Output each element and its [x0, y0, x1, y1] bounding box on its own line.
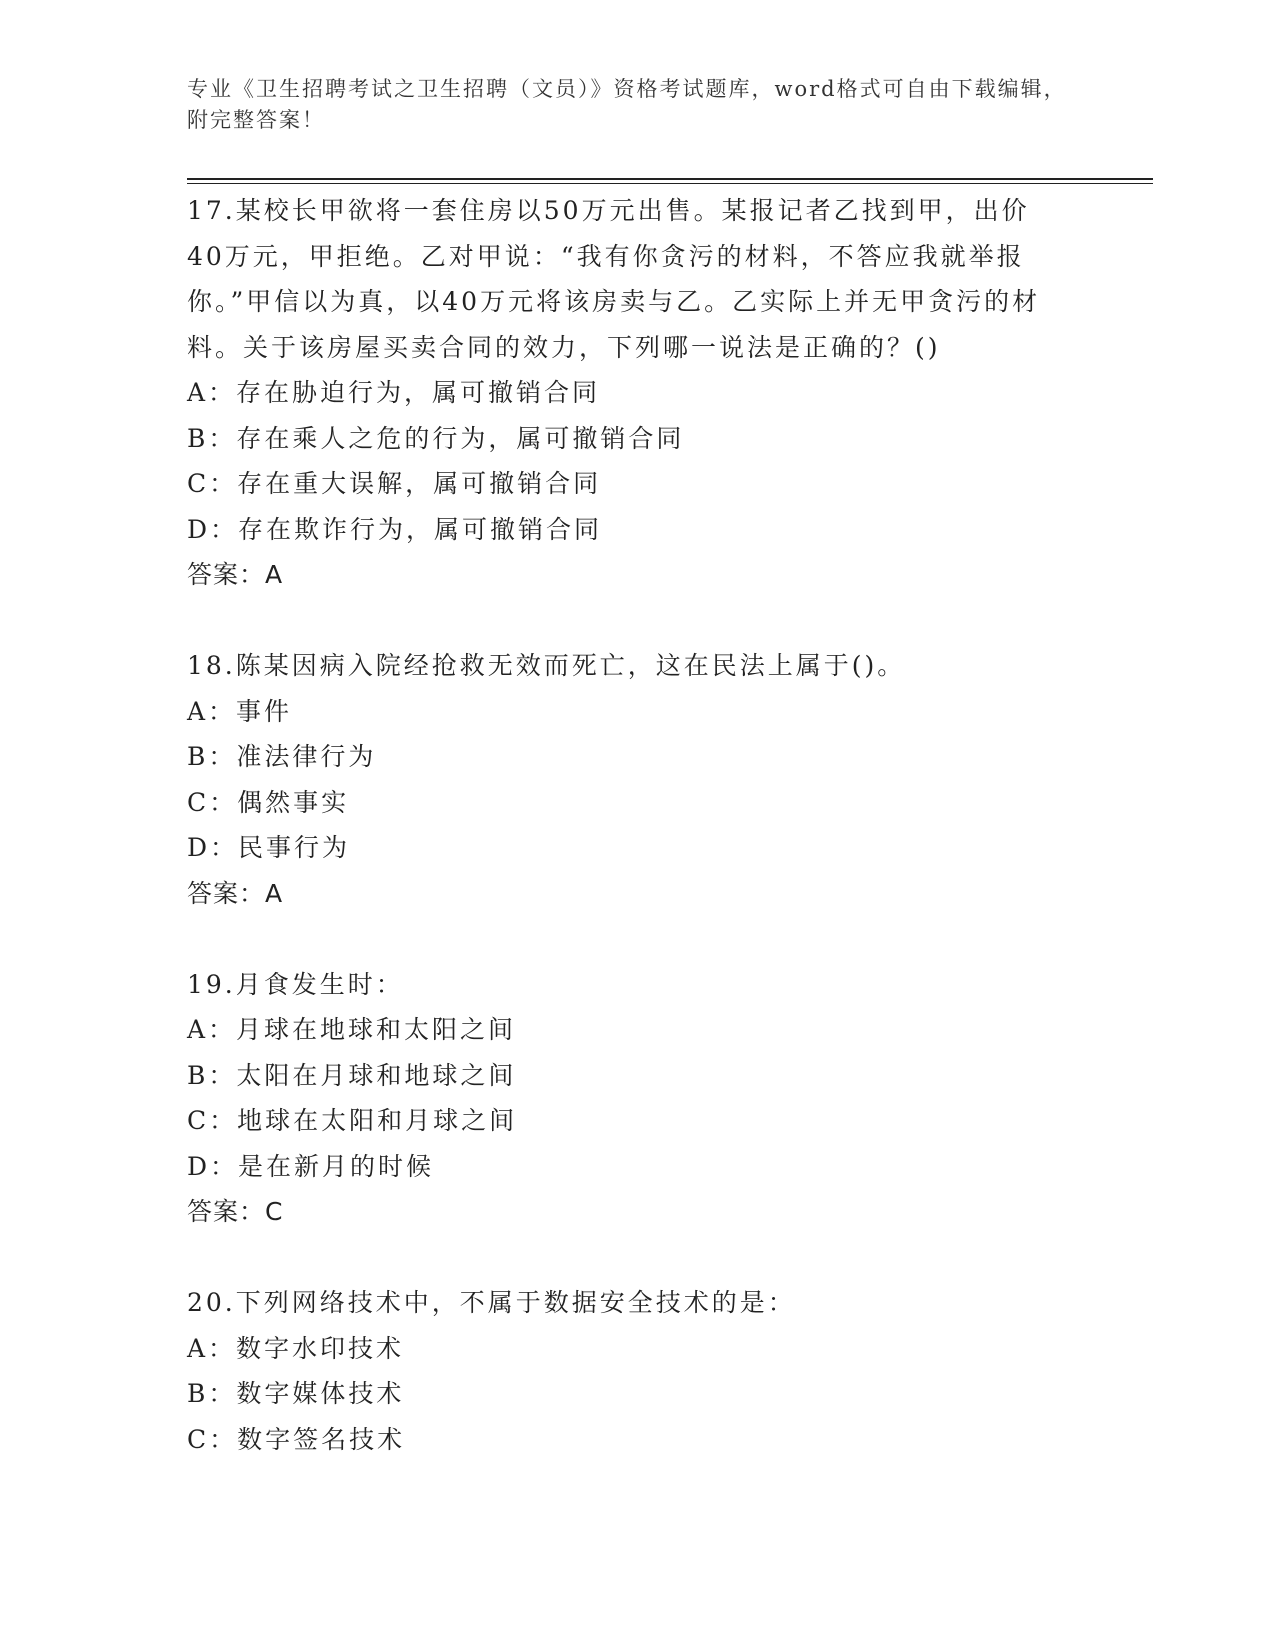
question-list: [187, 188, 1087, 1462]
option-c: C：地球在太阳和月球之间: [187, 1106, 518, 1135]
question-19: [187, 962, 1087, 1281]
option-b: B：存在乘人之危的行为，属可撤销合同: [187, 423, 685, 453]
option-b: B：准法律行为: [187, 742, 377, 771]
question-stem: 20.下列网络技术中，不属于数据安全技术的是：: [187, 1288, 796, 1317]
option-c: C：存在重大误解，属可撤销合同: [187, 469, 602, 498]
header-rule-thick: [187, 178, 1153, 180]
question-stem: 19.月食发生时：: [187, 969, 404, 999]
option-c: C：数字签名技术: [187, 1424, 406, 1454]
option-b: B：太阳在月球和地球之间: [187, 1060, 517, 1090]
option-c: C：偶然事实: [187, 787, 350, 817]
answer-line: 答案：A: [187, 878, 284, 908]
option-d: D：民事行为: [187, 833, 351, 862]
option-d: D：是在新月的时候: [187, 1151, 435, 1181]
question-stem: 17.某校长甲欲将一套住房以50万元出售。某报记者乙找到甲，出价40万元，甲拒绝。乙对甲说：“我有你贪污的材料，不答应我就举报你。”甲信以为真，以40万元将该房卖与乙。乙实际上并无甲贪污的材料。关于该房屋买卖合同的效力，下列哪一说法是正确的？(): [187, 196, 1041, 362]
question-spacer: [187, 1235, 1087, 1281]
question-17: [187, 188, 1087, 643]
answer-line: 答案：C: [187, 1197, 284, 1226]
option-a: A：存在胁迫行为，属可撤销合同: [187, 378, 601, 407]
option-a: A：事件: [187, 696, 293, 726]
question-spacer: [187, 916, 1087, 962]
question-20: [187, 1280, 1087, 1462]
option-a: A：月球在地球和太阳之间: [187, 1015, 517, 1044]
question-18: [187, 643, 1087, 962]
option-d: D：存在欺诈行为，属可撤销合同: [187, 514, 603, 544]
option-b: B：数字媒体技术: [187, 1379, 405, 1408]
question-stem: 18.陈某因病入院经抢救无效而死亡，这在民法上属于()。: [187, 651, 906, 680]
document-header: 专业《卫生招聘考试之卫生招聘（文员）》资格考试题库，word格式可自由下载编辑，附完整答案！: [187, 77, 1067, 132]
option-a: A：数字水印技术: [187, 1333, 405, 1363]
answer-line: 答案：A: [187, 560, 284, 589]
header-rule-thin: [187, 183, 1153, 184]
question-spacer: [187, 598, 1087, 644]
